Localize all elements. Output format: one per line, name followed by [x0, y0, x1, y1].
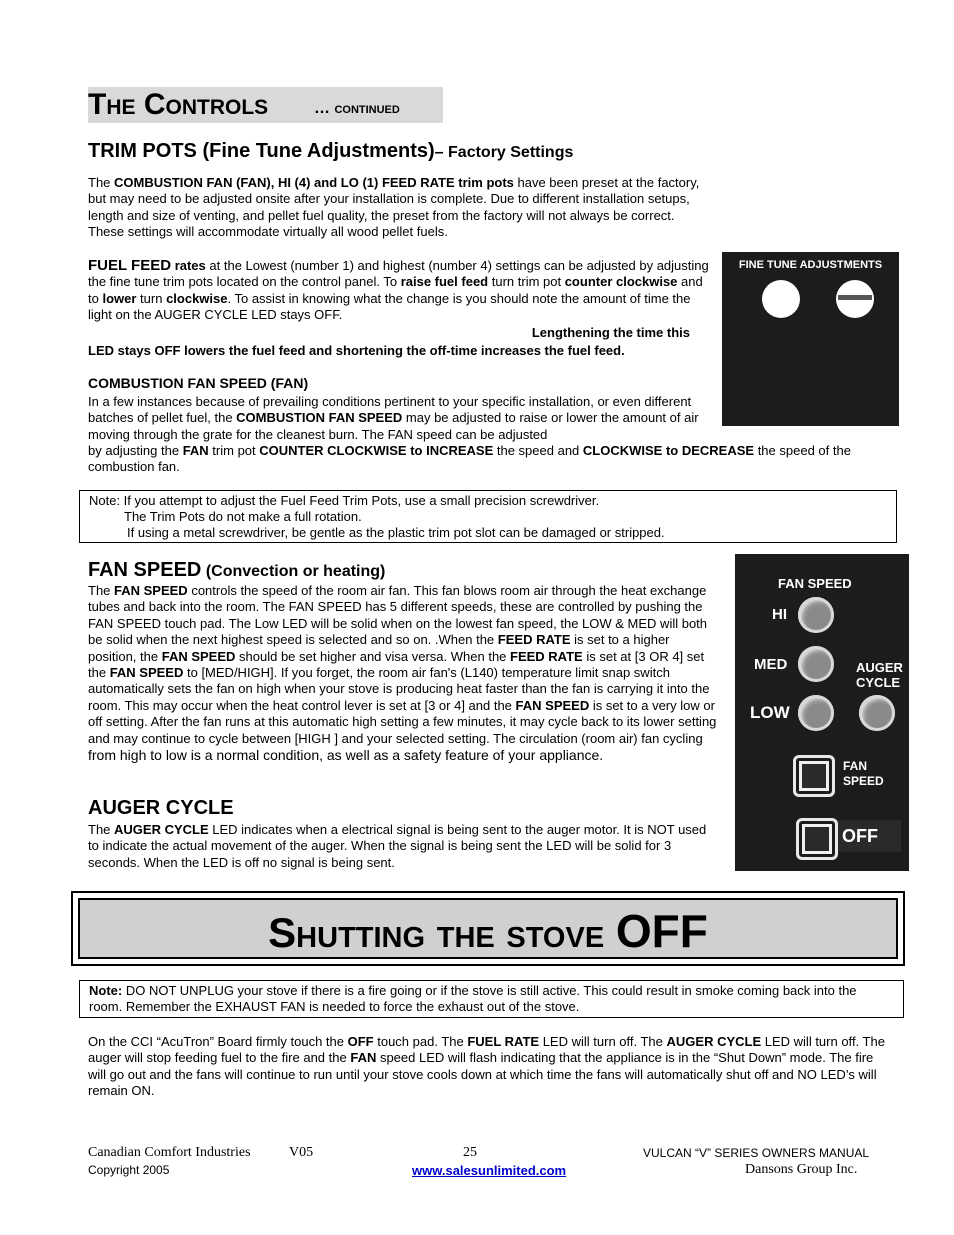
hi-led: [798, 597, 834, 633]
trim-pot-slot: [838, 295, 872, 300]
footer-company: Canadian Comfort Industries: [88, 1145, 251, 1160]
auger-cycle-label-1: AUGER: [856, 660, 903, 675]
shutdown-title-off: OFF: [615, 905, 708, 957]
fan-speed-heading-main: FAN SPEED: [88, 559, 202, 581]
fan-speed-heading: [88, 559, 385, 582]
note-line-3: If using a metal screwdriver, be gentle as the plastic trim pot slot can be damaged or stripped.: [127, 525, 665, 540]
footer-version: V05: [289, 1145, 314, 1160]
fuel-trim-pot-knob[interactable]: [762, 280, 800, 318]
off-touch-pad[interactable]: [796, 818, 838, 860]
hi-label: HI: [772, 606, 787, 623]
med-led: [798, 646, 834, 682]
footer-group: Dansons Group Inc.: [745, 1162, 858, 1177]
note-line-2: The Trim Pots do not make a full rotation.: [124, 509, 362, 524]
unplug-note: [79, 980, 904, 1018]
shutdown-paragraph: On the CCI “AcuTron” Board firmly touch the OFF touch pad. The FUEL RATE LED will turn off. The AUGER CYCLE LED will turn off. The auger will stop feeding fuel to the fire and the FAN speed LED will flash indicating that the appliance is in the “Shut Down” mode. The fire will go out and the fans will continue to run until your stove cools down at which time the fans will automatically shut off and NO LED’s will remain ON.: [88, 1034, 885, 1099]
trim-pots-heading: [88, 140, 573, 163]
unplug-note-text: Note: DO NOT UNPLUG your stove if there is a fire going or if the stove is still active. This could result in smoke coming back into the room. Remember the EXHAUST FAN is needed to force the exhaust out of the stove.: [89, 983, 857, 1015]
trim-pot-note: [79, 490, 897, 543]
combustion-paragraph-2: by adjusting the FAN trim pot COUNTER CLOCKWISE to INCREASE the speed and CLOCKWISE to DECREASE the speed of the combustion fan.: [88, 443, 851, 475]
trim-heading-main: TRIM POTS (Fine Tune Adjustments): [88, 140, 435, 162]
low-label: LOW: [750, 703, 790, 722]
combustion-heading: COMBUSTION FAN SPEED (FAN): [88, 375, 309, 391]
shutdown-banner: [71, 891, 905, 966]
fan-trim-pot-knob[interactable]: [836, 280, 874, 318]
auger-cycle-led: [859, 695, 895, 731]
auger-heading: AUGER CYCLE: [88, 797, 234, 819]
fine-tune-panel: [722, 252, 899, 426]
combustion-paragraph-1: In a few instances because of prevailing conditions pertinent to your specific installation, or even different batches of pellet fuel, the COMBUSTION FAN SPEED may be adjusted to raise or lower the amount of air moving through the grate for the cleanest burn. The FAN speed can be adjusted: [88, 394, 699, 442]
trim-heading-suffix: – Factory Settings: [434, 144, 574, 161]
fan-speed-panel: [735, 554, 909, 871]
fan-speed-touch-pad[interactable]: [793, 755, 835, 797]
section-title: [88, 87, 443, 123]
footer-url-link[interactable]: www.salesunlimited.com: [412, 1163, 567, 1178]
fan-speed-pad-label-1: FAN: [843, 759, 867, 773]
note-line-1: Note: If you attempt to adjust the Fuel Feed Trim Pots, use a small precision screwdriver.: [89, 493, 600, 508]
footer-manual: VULCAN “V” SERIES OWNERS MANUAL: [643, 1146, 870, 1160]
footer-page-number: 25: [463, 1145, 477, 1160]
auger-cycle-label-2: CYCLE: [856, 675, 901, 690]
fan-speed-pad-label-2: SPEED: [843, 774, 884, 788]
fine-tune-title: FINE TUNE ADJUSTMENTS: [738, 259, 883, 271]
shutdown-title-text: Shutting the stove: [268, 909, 616, 956]
fan-panel-title: FAN SPEED: [778, 576, 852, 591]
low-led: [798, 695, 834, 731]
fuel-feed-bold-2: LED stays OFF lowers the fuel feed and shortening the off-time increases the fuel feed.: [88, 343, 625, 358]
fuel-feed-bold-1: Lengthening the time this: [531, 325, 690, 340]
shutdown-title: [80, 902, 896, 962]
auger-paragraph: The AUGER CYCLE LED indicates when a electrical signal is being sent to the auger motor. It is NOT used to indicate the actual movement of the auger. When the signal is being sent the LED will be solid for 3 seconds. When the LED is off no signal is being sent.: [88, 822, 707, 870]
footer-copyright: Copyright 2005: [88, 1163, 170, 1177]
fuel-feed-paragraph: FUEL FEED rates at the Lowest (number 1) and highest (number 4) settings can be adjusted by adjusting the fine tune trim pots located on the control panel. To raise fuel feed turn trim pot counter clockwise and to lower turn clockwise. To assist in knowing what the change is you should note the amount of time the light on the AUGER CYCLE LED stays OFF.: [88, 257, 709, 323]
fan-speed-heading-suffix: (Convection or heating): [205, 563, 386, 580]
footer-url-wrap: [412, 1162, 566, 1180]
continued-label: … continued: [314, 100, 400, 117]
page-title: The Controls: [88, 88, 269, 121]
med-label: MED: [754, 656, 788, 673]
fan-speed-paragraph: The FAN SPEED controls the speed of the room air fan. This fan blows room air through the heat exchange tubes and back into the room. The FAN SPEED has 5 different speeds, these are controlled by pushing the FAN SPEED touch pad. The Low LED will be solid when on the lowest fan speed, the LOW & MED will both be solid when the next highest speed is selected and so on. .When the FEED RATE is set to a higher position, the FAN SPEED should be set higher and visa versa. When the FEED RATE is set at [3 OR 4] set the FAN SPEED to [MED/HIGH]. If you forget, the room air fan's (L140) temperature limit snap switch automatically sets the fan on high when your stove is producing heat faster than the fan is carrying it into the room. This may occur when the heat control lever is set at [3 or 4] and the FAN SPEED is set to a very low or off setting. After the fan runs at this automatic high setting a few minutes, it may cycle back to its lower setting and may continue to cycle between [HIGH ] and your selected setting. The circulation (room air) fan cycling from high to low is a normal condition, as well as a safety feature of your appliance.: [88, 583, 717, 764]
off-label: OFF: [838, 820, 901, 852]
trim-paragraph: The COMBUSTION FAN (FAN), HI (4) and LO (1) FEED RATE trim pots have been preset at the factory, but may need to be adjusted onsite after your installation is complete. Due to different installation setups, length and size of venting, and pellet fuel quality, the preset from the factory will not always be correct. These settings will accommodate virtually all wood pellet fuels.: [88, 175, 700, 240]
shutdown-banner-inner: [78, 898, 898, 959]
